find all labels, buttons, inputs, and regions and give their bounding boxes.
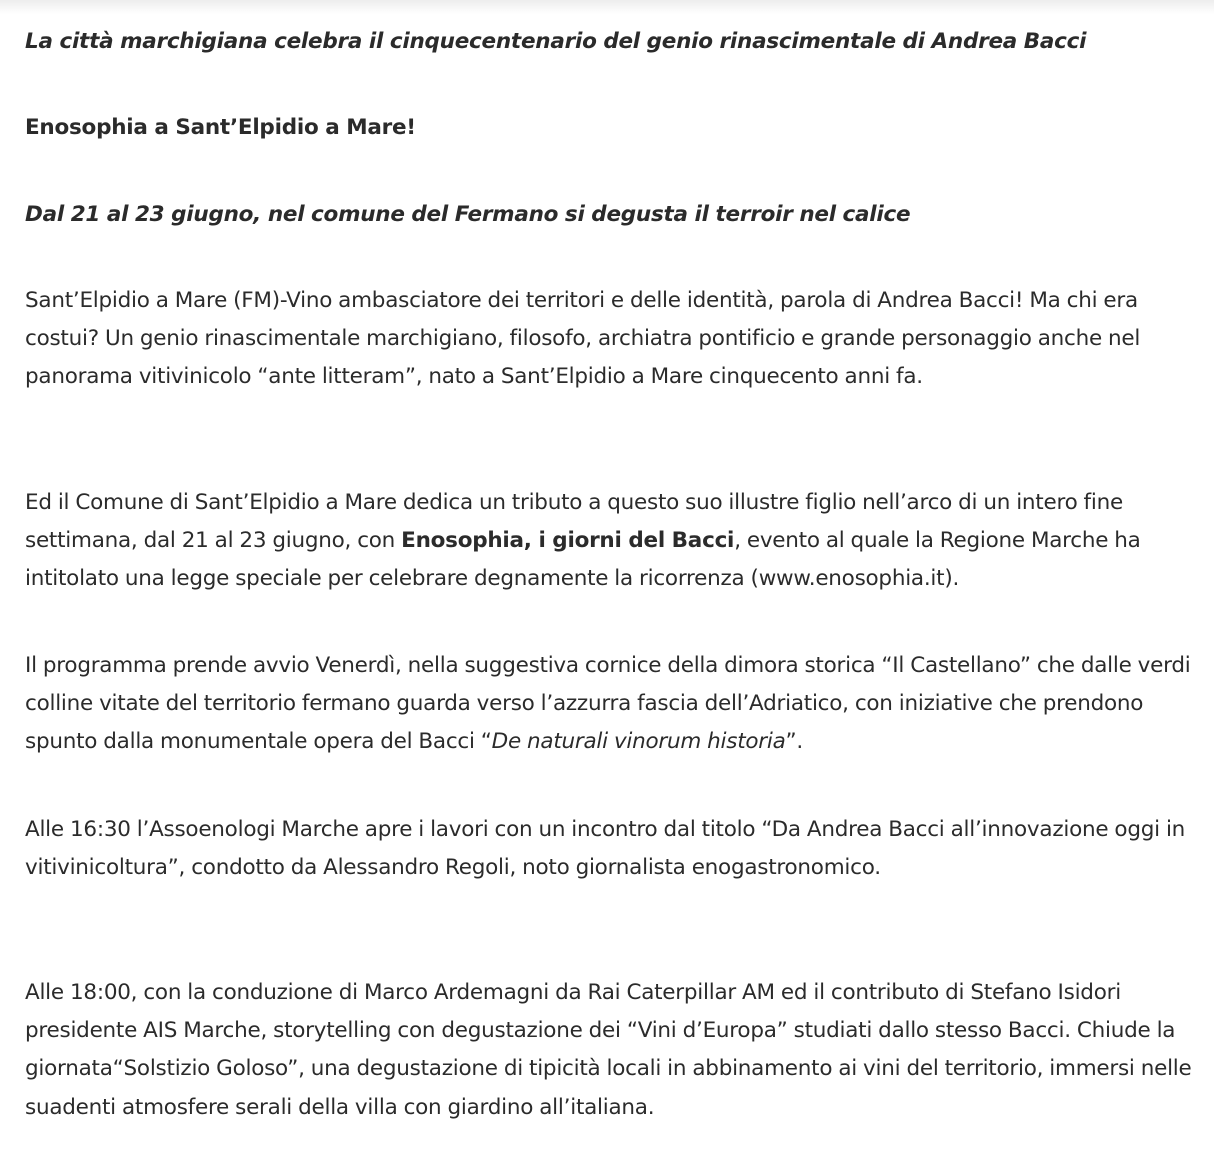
article-subheading: Dal 21 al 23 giugno, nel comune del Fermano si degusta il terroir nel calice (25, 202, 911, 227)
article-subtitle: La città marchigiana celebra il cinquecentenario del genio rinascimentale di Andrea Bacci (25, 29, 1087, 54)
website-link[interactable]: www.enosophia.it (758, 566, 945, 592)
book-title: De naturali vinorum historia (491, 729, 786, 755)
paragraph-text: Ed il Comune di Sant’Elpidio a Mare dedica un tributo a questo suo illustre figlio nell’arco di un intero fine settimana, dal 21 al 23 giugno, con (25, 490, 1123, 554)
paragraph-programme (25, 647, 1195, 762)
paragraph-assoenologi: Alle 16:30 l’Assoenologi Marche apre i lavori con un incontro dal titolo “Da Andrea Bacci all’innovazione oggi in vitivinicoltura”, condotto da Alessandro Regoli, noto giornalista enogastronomico. (25, 817, 1186, 881)
paragraph-text: ). (944, 566, 960, 592)
paragraph-text: , evento al quale la Regione Marche ha intitolato una legge speciale per celebrare degnamente la ricorrenza ( (25, 528, 1141, 592)
top-shadow (0, 0, 1214, 14)
paragraph-tribute (25, 484, 1195, 599)
paragraph-intro: Sant’Elpidio a Mare (FM)-Vino ambasciatore dei territori e delle identità, parola di Andrea Bacci! Ma chi era costui? Un genio rinascimentale marchigiano, filosofo, archiatra pontificio e grande personaggio anche nel panorama vitivinicolo “ante litteram”, nato a Sant’Elpidio a Mare cinquecento anni fa. (25, 288, 1141, 390)
article-title: Enosophia a Sant’Elpidio a Mare! (25, 115, 416, 140)
paragraph-text: ”. (785, 729, 804, 755)
paragraph-text: Il programma prende avvio Venerdì, nella suggestiva cornice della dimora storica “Il Castellano” che dalle verdi colline vitate del territorio fermano guarda verso l’azzurra fascia dell’Adriatico, con iniziative che prendono spunto dalla monumentale opera del Bacci “ (25, 653, 1191, 755)
paragraph-storytelling: Alle 18:00, con la conduzione di Marco Ardemagni da Rai Caterpillar AM ed il contributo di Stefano Isidori presidente AIS Marche, storytelling con degustazione dei “Vini d’Europa” studiati dallo stesso Bacci. Chiude la giornata“Solstizio Goloso”, una degustazione di tipicità locali in abbinamento ai vini del territorio, immersi nelle suadenti atmosfere serali della villa con giardino all’italiana. (25, 980, 1192, 1120)
event-name: Enosophia, i giorni del Bacci (401, 528, 735, 554)
